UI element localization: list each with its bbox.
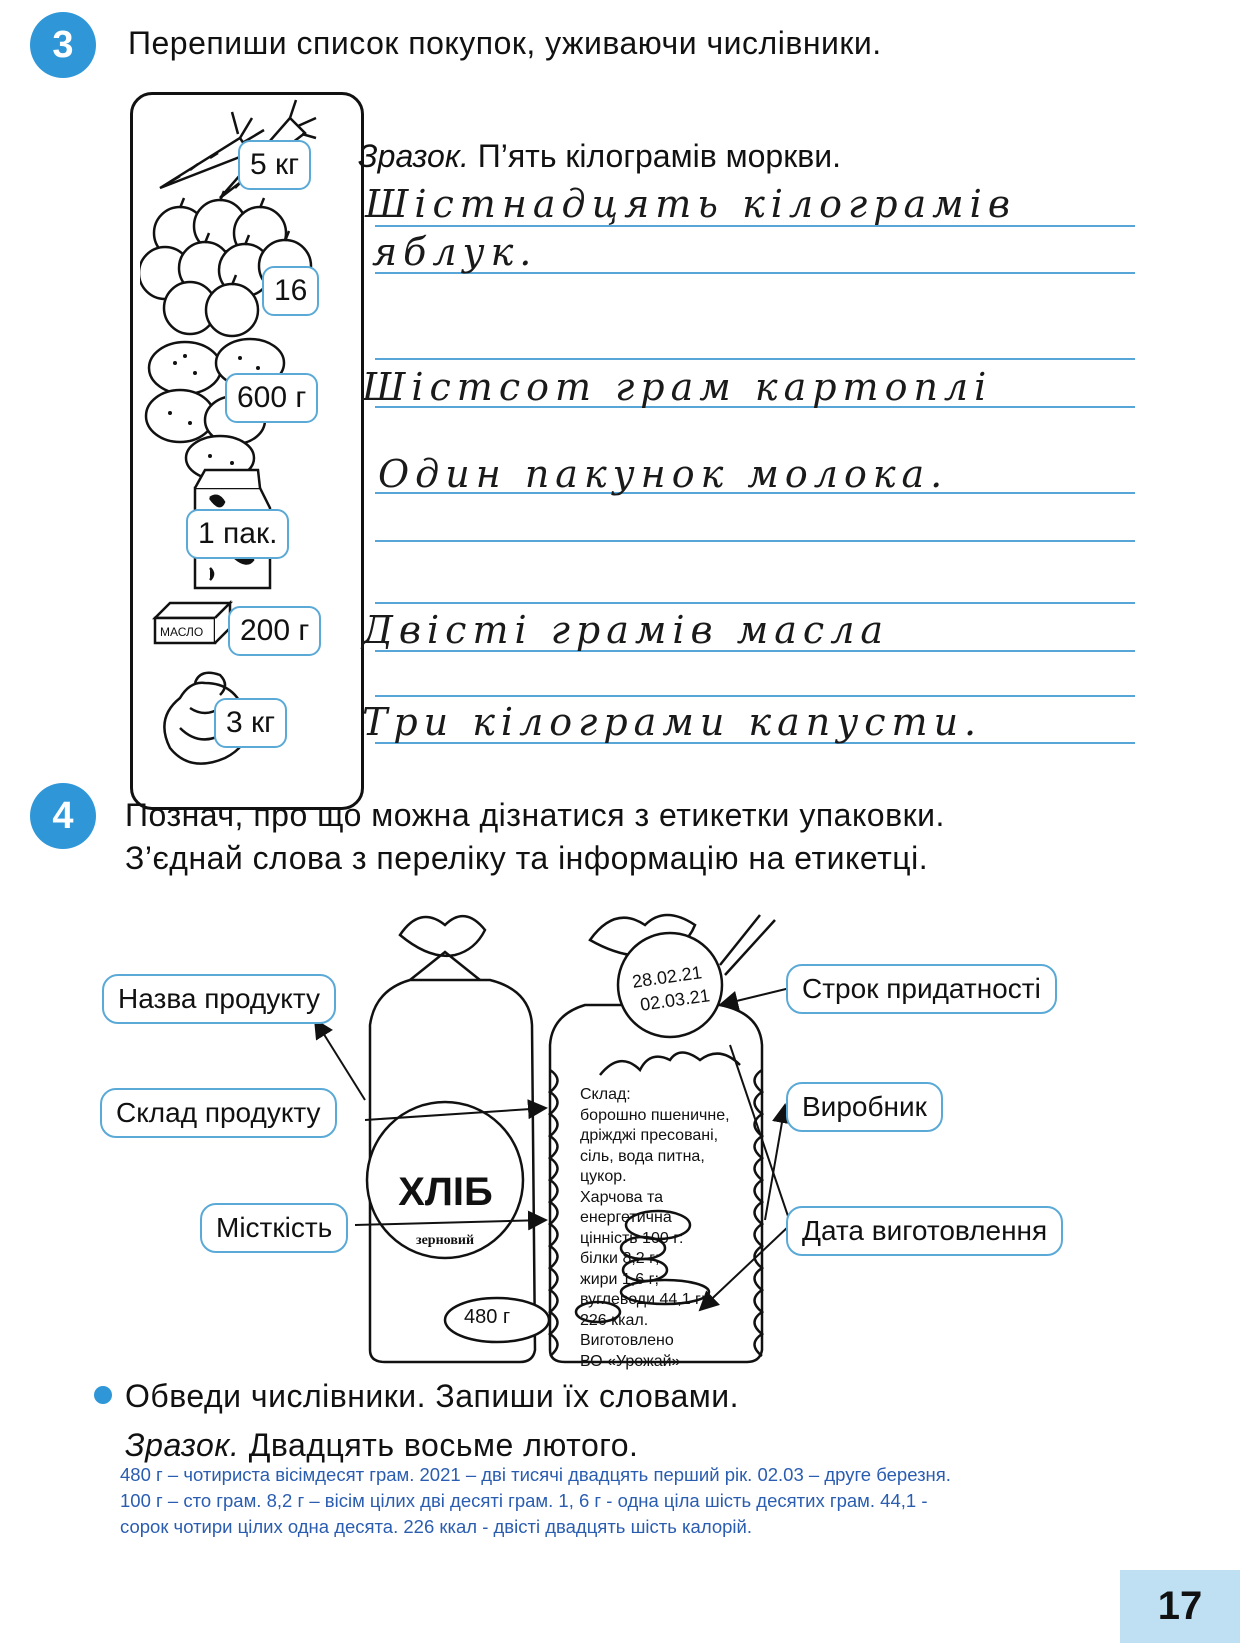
sample-label: Зразок. — [125, 1427, 240, 1463]
label-producer[interactable]: Виробник — [786, 1082, 943, 1132]
label-line: жири 1,6 г; — [580, 1270, 659, 1288]
handwritten-answer: Три кілограми капусти. — [362, 700, 983, 744]
writing-line — [375, 540, 1135, 542]
label-product-name[interactable]: Назва продукту — [102, 974, 336, 1024]
page-number: 17 — [1120, 1570, 1240, 1643]
quantity-tag-butter: 200 г — [228, 606, 321, 656]
svg-text:МАСЛО: МАСЛО — [160, 625, 204, 639]
sample-label: Зразок. — [358, 138, 469, 174]
groceries-illustrations — [140, 98, 350, 798]
quantity-tag-apples: 16 — [262, 266, 319, 316]
task-instruction: Перепиши список покупок, уживаючи числівники. — [128, 25, 882, 61]
handwritten-answer: Один пакунок молока. — [378, 452, 949, 496]
label-line: Харчова та — [580, 1188, 664, 1206]
writing-line — [375, 602, 1135, 604]
handwritten-answer: Шістсот грам картоплі — [362, 365, 993, 409]
task-number-badge: 3 — [30, 12, 96, 78]
handwritten-answer: Двісті грамів масла — [362, 608, 890, 652]
bread-weight: 480 г — [464, 1306, 511, 1328]
sample-text: П’ять кілограмів моркви. — [477, 138, 841, 174]
seal-date-2: 02.03.21 — [638, 985, 712, 1015]
label-line: ВО «Урожай» — [580, 1352, 681, 1370]
bullet-point — [94, 1386, 112, 1404]
writing-line — [375, 358, 1135, 360]
label-capacity[interactable]: Місткість — [200, 1203, 348, 1253]
bread-bag-left — [367, 916, 549, 1362]
label-line: вуглеводи 44,1 г; — [580, 1291, 706, 1308]
label-composition[interactable]: Склад продукту — [100, 1088, 337, 1138]
label-line: дріжджі пресовані, — [580, 1127, 719, 1144]
quantity-tag-potatoes: 600 г — [225, 373, 318, 423]
quantity-tag-cabbage: 3 кг — [214, 698, 287, 748]
answer-line: сорок чотири цілих одна десята. 226 ккал - двісті двадцять шість калорій. — [120, 1516, 752, 1537]
product-label-text — [580, 1085, 730, 1372]
bread-title: ХЛІБ — [398, 1170, 493, 1214]
answer-line: 100 г – сто грам. 8,2 г – вісім цілих дві десяті грам. 1, 6 г - одна ціла шість десятих грам. 44,1 - — [120, 1490, 928, 1511]
handwritten-answer: яблук. — [372, 230, 538, 274]
seal-date-1: 28.02.21 — [630, 962, 704, 992]
label-line: цінність 100 г: — [580, 1229, 684, 1247]
quantity-tag-carrots: 5 кг — [238, 140, 311, 190]
label-line: енергетична — [580, 1209, 672, 1226]
sample-text: Двадцять восьме лютого. — [248, 1427, 639, 1463]
task-instruction: Обведи числівники. Запиши їх словами. — [125, 1378, 739, 1414]
label-line: борошно пшеничне, — [580, 1106, 730, 1124]
label-line: 226 ккал. — [580, 1311, 649, 1329]
handwritten-answer: Шістнадцять кілограмів — [365, 182, 1016, 226]
label-line: білки 8,2 г; — [580, 1250, 660, 1267]
quantity-tag-milk: 1 пак. — [186, 509, 289, 559]
task-number-badge: 4 — [30, 783, 96, 849]
butter-icon — [155, 603, 230, 643]
writing-line — [375, 695, 1135, 697]
label-manufacture-date[interactable]: Дата виготовлення — [786, 1206, 1063, 1256]
bread-subtitle: зерновий — [415, 1233, 475, 1248]
sample-line — [358, 138, 841, 175]
task-instruction-line2: З’єднай слова з переліку та інформацію на етикетці. — [125, 840, 929, 876]
label-line: Виготовлено — [580, 1332, 674, 1349]
answer-line: 480 г – чотириста вісімдесят грам. 2021 – дві тисячі двадцять перший рік. 02.03 – друге березня. — [120, 1464, 951, 1485]
label-line: сіль, вода питна, — [580, 1147, 705, 1165]
label-line: Склад: — [580, 1086, 631, 1103]
label-line: цукор. — [580, 1168, 627, 1185]
task-instruction-line1: Познач, про що можна дізнатися з етикетки упаковки. — [125, 797, 945, 833]
label-expiry[interactable]: Строк придатності — [786, 964, 1057, 1014]
